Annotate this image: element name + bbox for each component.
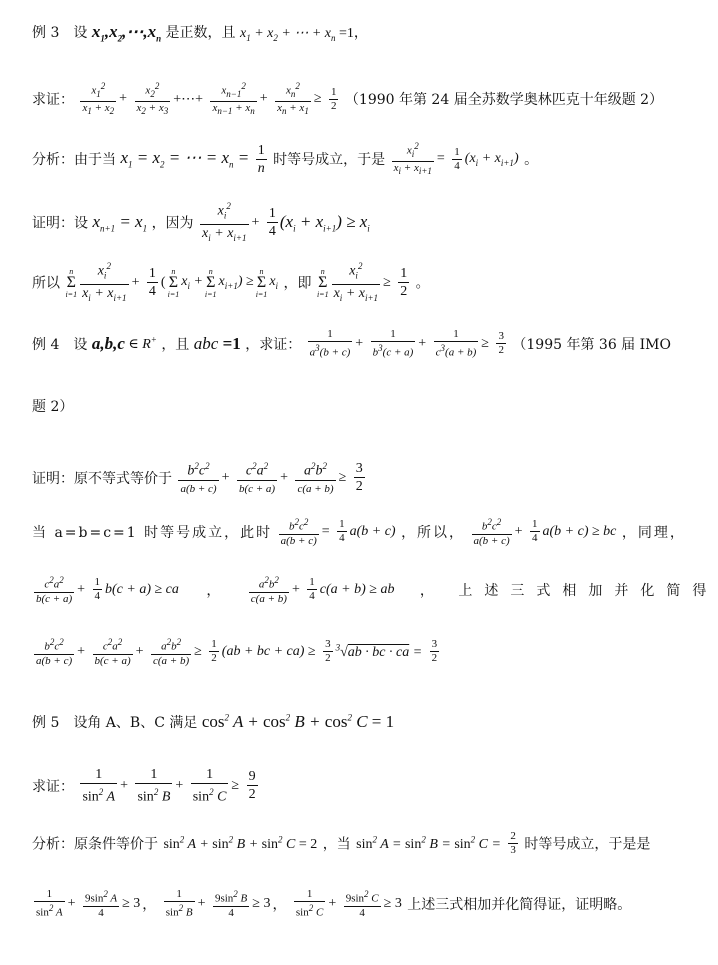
ex4-statement: 例 4 设 a,b,c ∈ R+ ，且 abc =1 ，求证： $\frac{1}{a^3(b + c)}$ + $\frac{1}{b^3(c + a)}$ + $\frac{1}{c^3(a + b)}$ ≥ $\frac{3}{2}$ （1995 年第 36 届 IMO	[32, 328, 671, 359]
ex3-sum: 所以 n Σ i=1 $\frac{x_i^2}{x_i + x_{i+1}}$ + $\frac{1}{4}$ (n Σ $i=1x_i +n$ Σ $i=1x_{i+1}) \ge n$ Σ $i=1x_i$ ，即 n Σ i=1 $\frac{x_i^2}{x_i + x_{i+1}}$ ≥ $\frac{1}{2}$ 。	[32, 258, 628, 307]
ex4-result: $\frac{b^2c^2}{a(b + c)}$ + $\frac{c^2a^2}{b(c + a)}$ + $\frac{a^2b^2}{c(a + b)}$ ≥ $\frac{1}{2}$ (ab + bc + ca) ≥ $\frac{3}{2}$ $^3$√ab · bc · ca = $\frac{3}{2}$	[36, 637, 438, 667]
ex3-proof: 证明：设 $x_{n+1} = x_1$ ，因为 $\frac{x_i^2}{x_i + x_{i+1}}$ + $\frac{1}{4}$ $(x_i + x_{i+1}) \ge x_i$	[32, 198, 628, 247]
ex5-analysis: 分析：原条件等价于 $\sin^2 A + \sin^2 B + \sin^2 C = 2$ ，当 $\sin^2 A = \sin^2 B = \sin^2 C$ = $\frac{2}{3}$ 时等号成立，于是是	[32, 830, 651, 856]
ex4-similar: $\frac{c^2a^2}{b(c + a)}$ + $\frac{1}{4}$ b(c + a) ≥ ca ， $\frac{a^2b^2}{c(a + b)}$ + $\frac{1}{4}$ c(a + b) ≥ ab ， 上述三式相加并化简得	[36, 575, 718, 605]
ex3-prove: 求证： $\frac{x_1^2}{x_1 + x_2}$ + $\frac{x_2^2}{x_2 + x_3}$ +⋯+ $\frac{x_{n-1}^2}{x_{n-1} + x_n}$ + $\frac{x_n^2}{x_n + x_1}$ ≥ $\frac{1}{2}$ （1990 年第 24 届全苏数学奥林匹克十年级题 2）	[32, 81, 664, 117]
frac: $\frac{x_n^2}{x_n + x_1}$	[277, 81, 309, 117]
ex5-final: $\frac{1}{\sin^2 A}$ + $\frac{9\sin^2 A}{4}$ ≥ 3 ， $\frac{1}{\sin^2 B}$ + $\frac{9\sin^2 B}{4}$ ≥ 3 ， $\frac{1}{\sin^2 C}$ + $\frac{9\sin^2 C}{4}$ ≥ 3 上述三式相加并化简得证，证明略。	[36, 888, 632, 919]
frac: $\frac{x_1^2}{x_1 + x_2}$	[82, 81, 115, 117]
math-sum-condition: $x_1 + x_2$ + ⋯ + $x_n =1$	[239, 26, 354, 43]
frac: $\frac{x_2^2}{x_2 + x_3}$	[136, 81, 169, 117]
ex3-analysis: 分析：由于当 $x_1 = x_2$ = ⋯ = $x_n$ = $\frac{1}{n}$ 时等号成立，于是 $\frac{x_i^2}{x_i + x_{i+1}}$ = $\frac{1}{4}$ $(x_i + x_{i+1})$ 。	[32, 141, 539, 177]
math-vars: $x_1,x_2,\cdots,x_n$	[91, 22, 162, 44]
ex4-equality: 当 a=b=c=1 时等号成立，此时 $\frac{b^2c^2}{a(b + c)}$ = $\frac{1}{4}$ a(b + c) ，所以， $\frac{b^2c^2}{a(b + c)}$ + $\frac{1}{4}$ a(b + c) ≥ bc ，同理，	[32, 517, 686, 547]
frac: $\frac{x_{n-1}^2}{x_{n-1} + x_n}$	[212, 81, 255, 117]
frac-half: $\frac{1}{2}$	[330, 85, 337, 112]
ex3-statement: 例 3 设 $x_1,x_2,\cdots,x_n$ 是正数，且 $x_1 + x_2$ + ⋯ + $x_n =1$，	[32, 22, 368, 44]
ex5-statement: 例 5 设角 A、B、C 满足 $\cos^2 A + \cos^2 B + \cos^2 C = 1$	[32, 712, 395, 731]
ex4-proof: 证明：原不等式等价于 $\frac{b^2c^2}{a(b + c)}$ + $\frac{c^2a^2}{b(c + a)}$ + $\frac{a^2b^2}{c(a + b)}$ ≥ $\frac{3}{2}$	[32, 458, 628, 498]
ex5-prove: 求证： $\frac{1}{\sin^2 A}$ + $\frac{1}{\sin^2 B}$ + $\frac{1}{\sin^2 C}$ ≥ $\frac{9}{2}$	[32, 767, 256, 805]
ex4-ref-cont: 题 2）	[32, 399, 74, 415]
